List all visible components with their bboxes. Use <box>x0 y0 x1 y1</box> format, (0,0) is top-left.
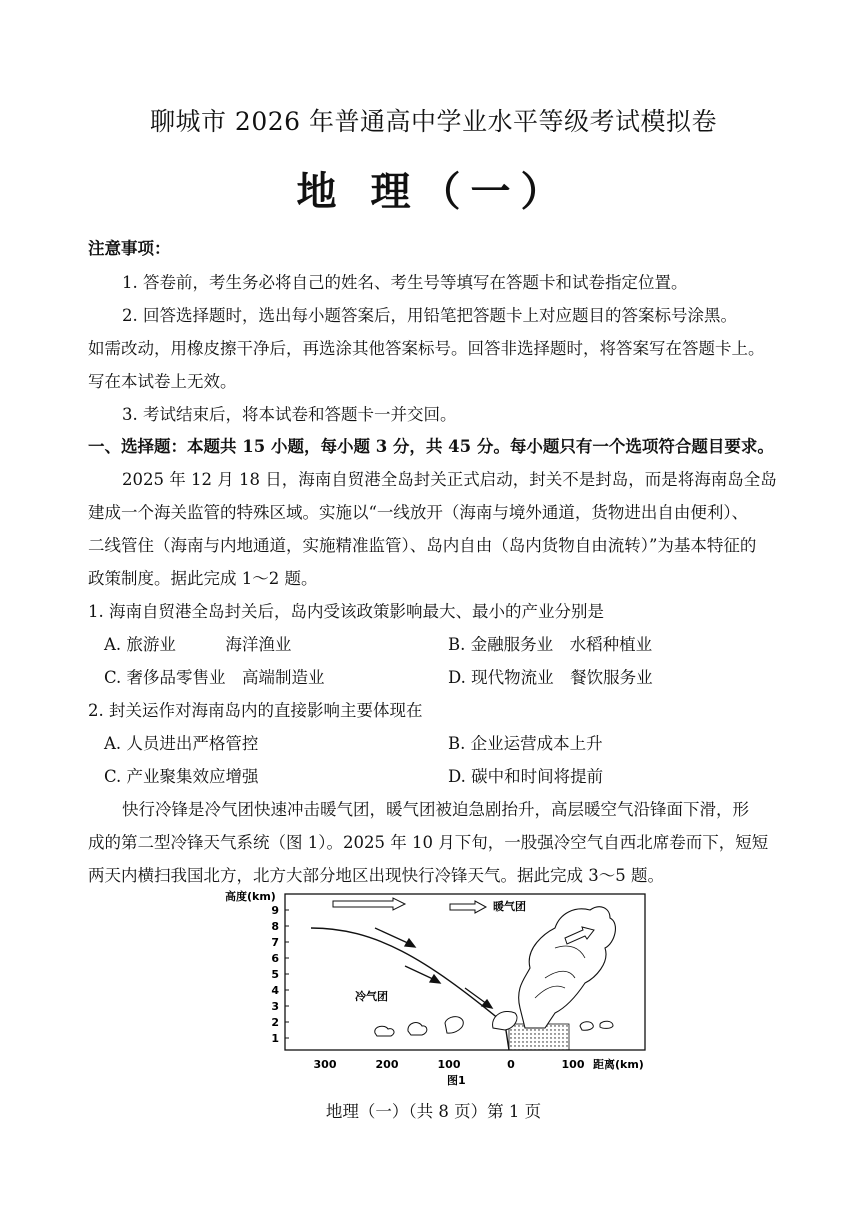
passage-1-line-3: 二线管住（海南与内地通道，实施精准监管）、岛内自由（岛内货物自由流转）”为基本特征的 <box>88 536 757 555</box>
question-2-option-d[interactable]: D. 碳中和时间将提前 <box>448 767 604 786</box>
figure-1 <box>225 888 665 1097</box>
notice-item-3: 3. 考试结束后，将本试卷和答题卡一并交回。 <box>122 405 457 424</box>
question-1-option-b[interactable]: B. 金融服务业 水稻种植业 <box>448 635 653 654</box>
y-tick: 9 <box>271 904 279 917</box>
small-cloud <box>408 1023 427 1035</box>
cold-air-flow-arrows <box>375 928 492 1008</box>
question-1-stem: 1. 海南自贸港全岛封关后，岛内受该政策影响最大、最小的产业分别是 <box>88 602 604 621</box>
notice-heading: 注意事项： <box>88 239 171 258</box>
question-2-option-b[interactable]: B. 企业运营成本上升 <box>448 734 603 753</box>
y-tick: 3 <box>271 1000 279 1013</box>
x-tick: 300 <box>313 1058 337 1071</box>
question-1-option-a[interactable]: A. 旅游业 海洋渔业 <box>104 635 292 654</box>
cold-air-mass-label: 冷气团 <box>355 990 388 1003</box>
passage-1-line-1: 2025 年 12 月 18 日，海南自贸港全岛封关正式启动，封关不是封岛，而是将海南岛全岛 <box>122 470 777 489</box>
exam-title: 聊城市 2026 年普通高中学业水平等级考试模拟卷 <box>149 107 718 136</box>
small-cloud <box>580 1022 593 1031</box>
question-2-option-a[interactable]: A. 人员进出严格管控 <box>104 734 259 753</box>
y-tick: 5 <box>271 968 279 981</box>
y-tick: 1 <box>271 1032 279 1045</box>
y-axis-label: 高度(km) <box>225 890 276 903</box>
section-heading: 一、选择题：本题共 15 小题，每小题 3 分，共 45 分。每小题只有一个选项符合题目要求。 <box>88 437 774 456</box>
y-tick: 6 <box>271 952 279 965</box>
cold-front-diagram <box>225 888 665 1093</box>
x-tick: 100 <box>437 1058 461 1071</box>
y-tick: 4 <box>271 984 279 997</box>
y-tick: 8 <box>271 920 279 933</box>
x-tick: 100 <box>561 1058 585 1071</box>
y-tick: 2 <box>271 1016 279 1029</box>
passage-2-line-1: 快行冷锋是冷气团快速冲击暖气团，暖气团被迫急剧抬升，高层暖空气沿锋面下滑，形 <box>122 800 749 819</box>
figure-caption: 图1 <box>447 1074 466 1087</box>
cumulonimbus-cloud <box>519 907 616 1028</box>
page-footer: 地理（一）（共 8 页）第 1 页 <box>325 1102 542 1121</box>
passage-1-line-2: 建成一个海关监管的特殊区域。实施以“一线放开（海南与境外通道，货物进出自由便利）、 <box>88 503 749 522</box>
question-2-option-c[interactable]: C. 产业聚集效应增强 <box>104 767 259 786</box>
x-tick: 0 <box>507 1058 515 1071</box>
small-cloud <box>445 1017 463 1033</box>
question-1-option-c[interactable]: C. 奢侈品零售业 高端制造业 <box>104 668 325 687</box>
warm-air-mass-label: 暖气团 <box>493 900 526 913</box>
passage-1-line-4: 政策制度。据此完成 1～2 题。 <box>88 569 318 588</box>
x-tick: 200 <box>375 1058 399 1071</box>
small-cloud <box>375 1026 394 1036</box>
passage-2-line-2: 成的第二型冷锋天气系统（图 1）。2025 年 10 月下旬，一股强冷空气自西北席卷而下，短短 <box>88 833 769 852</box>
passage-2-line-3: 两天内横扫我国北方，北方大部分地区出现快行冷锋天气。据此完成 3～5 题。 <box>88 866 664 885</box>
y-tick: 7 <box>271 936 279 949</box>
small-cloud <box>600 1021 613 1028</box>
subject-title: 地 理（一） <box>296 168 571 215</box>
notice-item-1: 1. 答卷前，考生务必将自己的姓名、考生号等填写在答题卡和试卷指定位置。 <box>122 273 688 292</box>
question-1-option-d[interactable]: D. 现代物流业 餐饮服务业 <box>448 668 653 687</box>
notice-item-2-line-2: 如需改动，用橡皮擦干净后，再选涂其他答案标号。回答非选择题时，将答案写在答题卡上。 <box>88 339 765 358</box>
question-2-stem: 2. 封关运作对海南岛内的直接影响主要体现在 <box>88 701 423 720</box>
notice-item-2-line-1: 2. 回答选择题时，选出每小题答案后，用铅笔把答题卡上对应题目的答案标号涂黑。 <box>122 306 737 325</box>
notice-item-2-line-3: 写在本试卷上无效。 <box>88 372 237 391</box>
x-axis-label: 距离(km) <box>593 1058 644 1071</box>
